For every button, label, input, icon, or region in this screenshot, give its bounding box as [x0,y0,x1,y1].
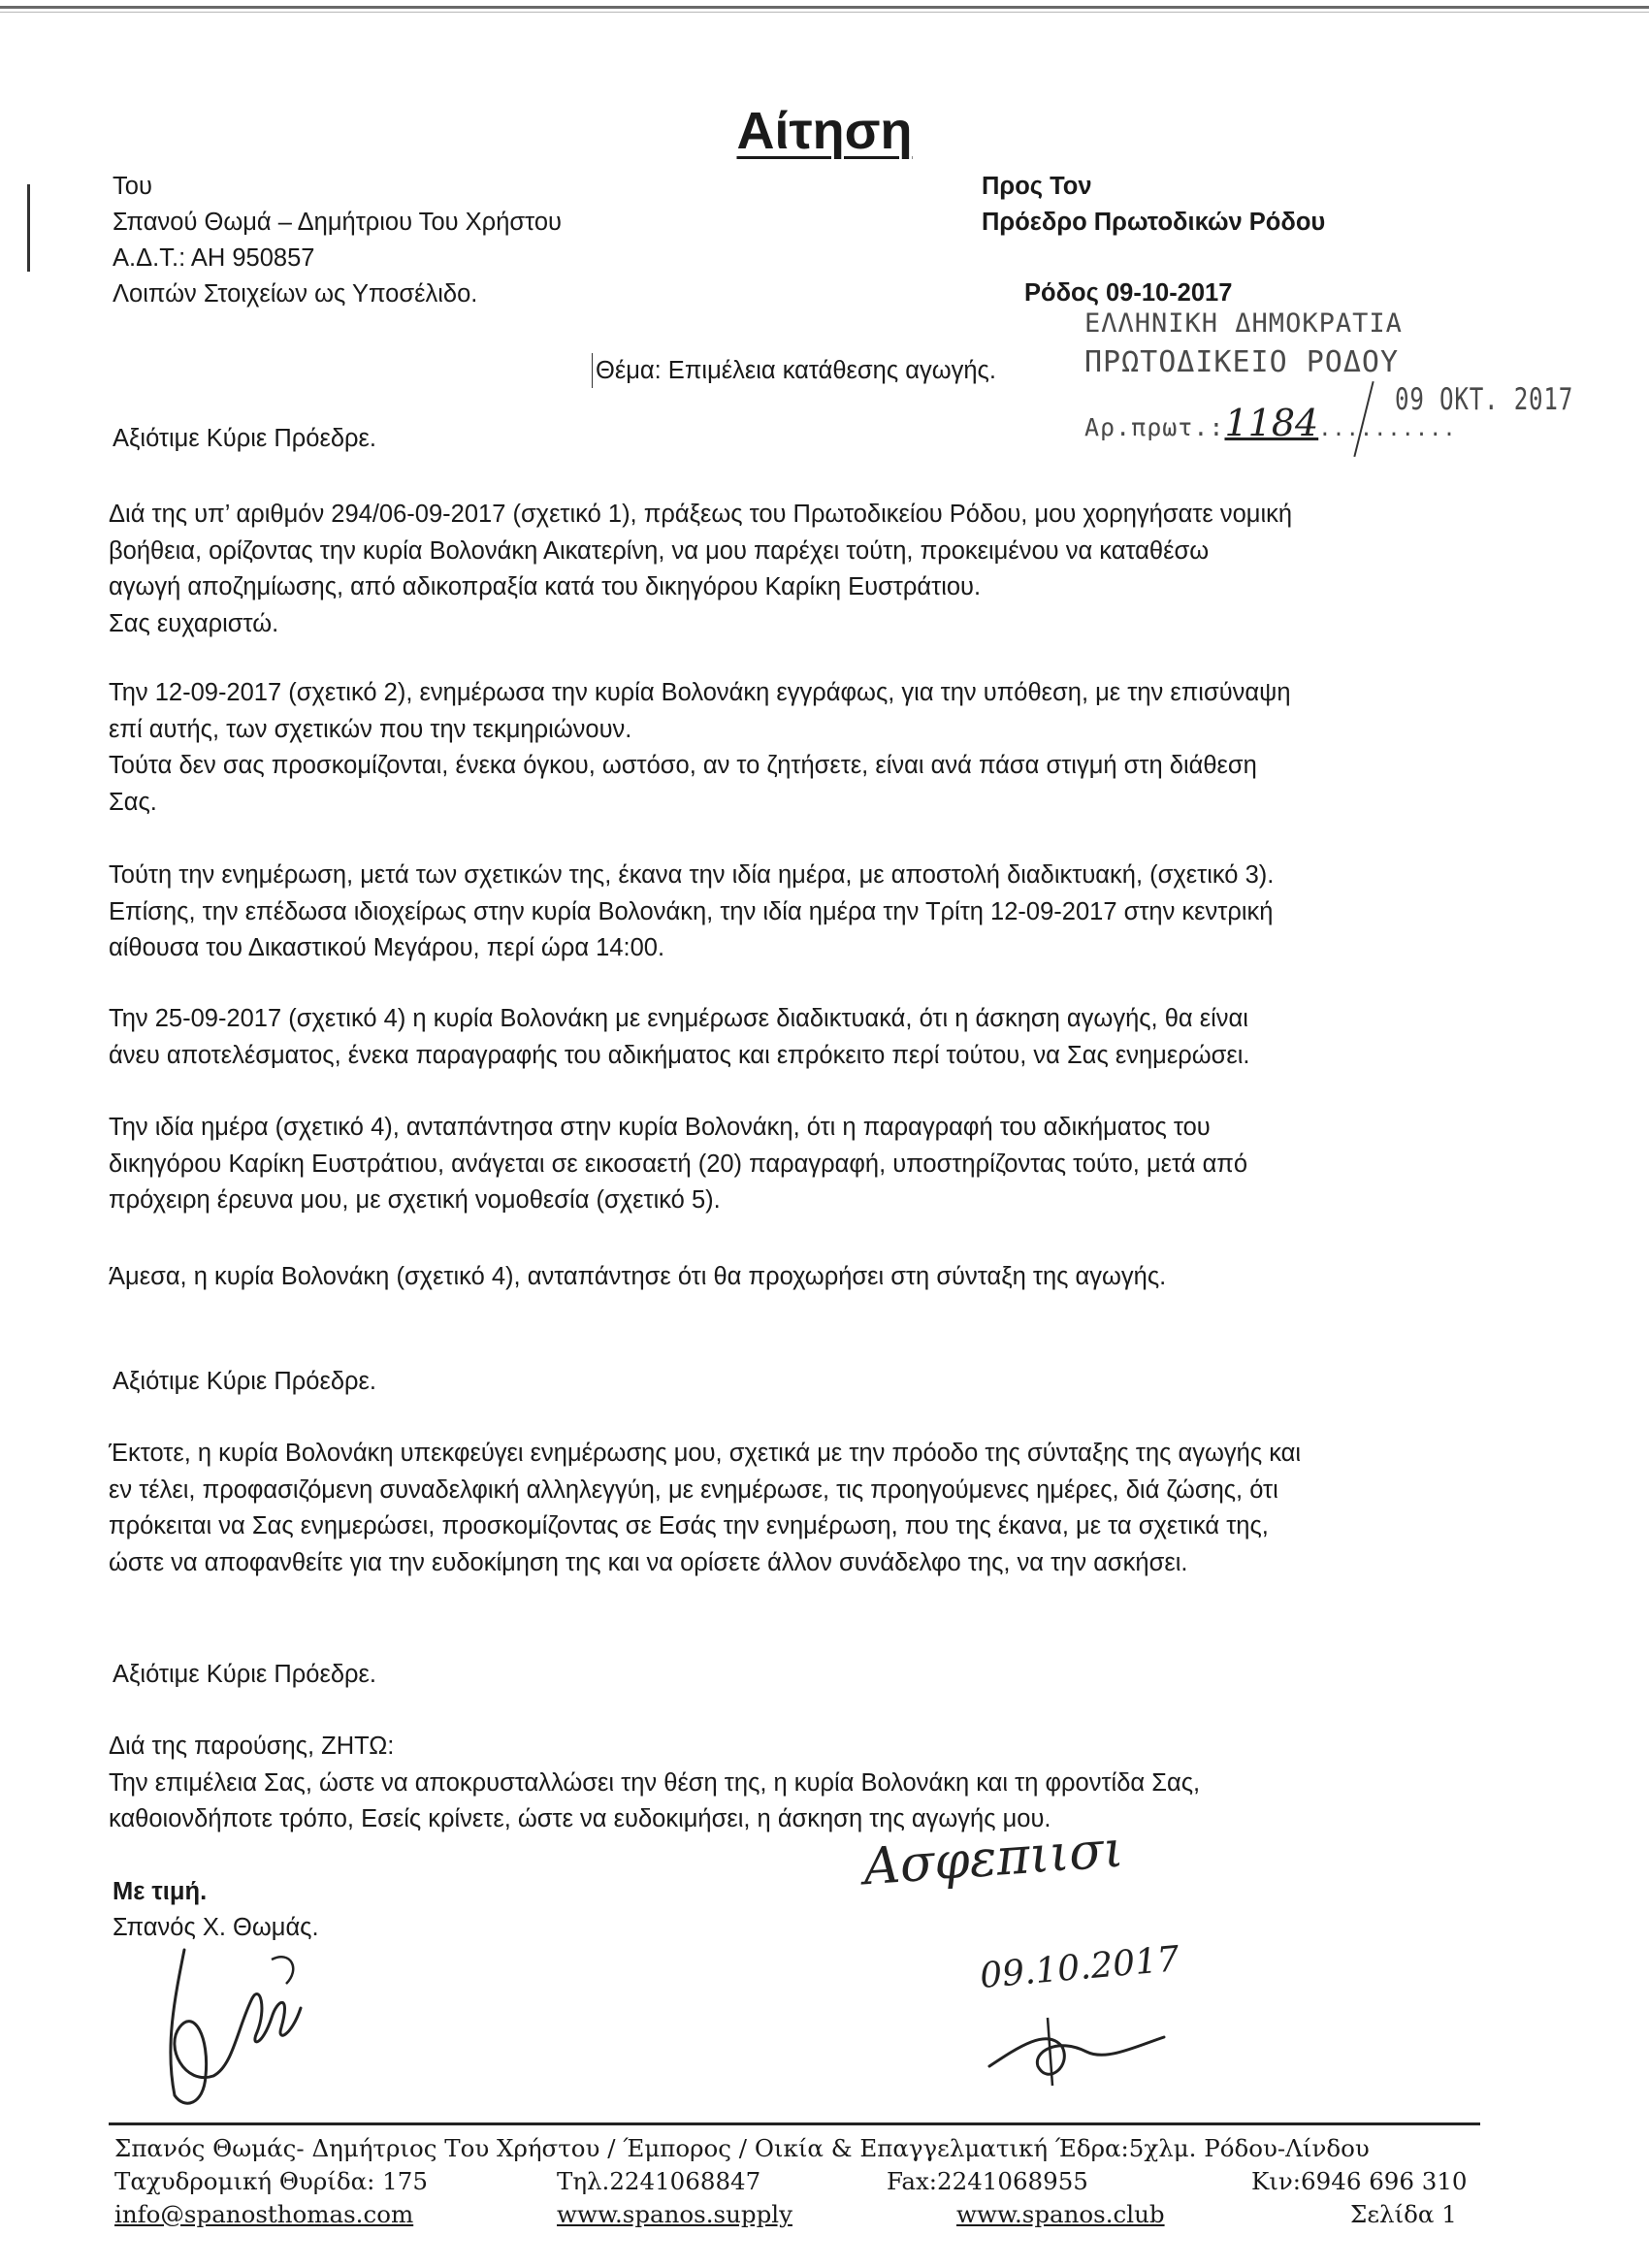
paragraph-line: Σας ευχαριστώ. [109,609,279,637]
paragraph-line: άνευ αποτελέσματος, ένεκα παραγραφής του αδικήματος και επρόκειτο περί τούτου, να Σας ενημερώσει. [109,1041,1250,1069]
recipient-block [982,169,1325,241]
paragraph-line: αίθουσα του Δικαστικού Μεγάρου, περί ώρα 14:00. [109,934,665,961]
paragraph-line: επί αυτής, των σχετικών που την τεκμηριώνουν. [109,715,632,743]
paragraph-line: Την 25-09-2017 (σχετικό 4) η κυρία Βολονάκη με ενημέρωσε διαδικτυακά, ότι η άσκηση αγωγής, θα είναι [109,1005,1248,1032]
paragraph-1 [109,497,1486,642]
court-stamp-line-1: ΕΛΛΗΝΙΚΗ ΔΗΜΟΚΡΑΤΙΑ [1084,308,1403,339]
paragraph-line: αγωγή αποζημίωσης, από αδικοπραξία κατά του δικηγόρου Καρίκη Ευστράτιου. [109,573,982,600]
paragraph-line: εν τέλει, προφασιζόμενη συναδελφική αλληλεγγύη, με ενημέρωσε, τις προηγούμενες ημέρες, διά ζώσης, ότι [109,1475,1278,1504]
stamp-protocol-number: 1184 [1224,402,1319,444]
document-date: Ρόδος 09-10-2017 [1024,279,1233,307]
stamp-date: 09 ΟΚΤ. 2017 [1395,382,1574,417]
paragraph-line: βοήθεια, ορίζοντας την κυρία Βολονάκη Αικατερίνη, να μου παρέχει τούτη, προκειμένου να καταθέσω [109,536,1210,565]
stamp-protocol-label: Αρ.πρωτ.: [1084,413,1225,441]
paragraph-6 [109,1259,1486,1296]
handwritten-date: 09.10.2017 [978,1939,1181,1996]
paragraph-line: Την 12-09-2017 (σχετικό 2), ενημέρωσα την κυρία Βολονάκη εγγράφως, για την υπόθεση, με την επισύναψη [109,679,1291,706]
stamp-dots: .......... [1318,417,1457,441]
paragraph-line: πρόχειρη έρευνα μου, με σχετική νομοθεσία (σχετικό 5). [109,1186,721,1214]
paragraph-8-request [109,1729,1486,1838]
footer-address: Σπανός Θωμάς- Δημήτριος Του Χρήστου / Έμπορος / Οικία & Επαγγελματική Έδρα:5χλμ. Ρόδου-Λίνδου [114,2134,1370,2162]
footer-site-supply-link[interactable]: www.spanos.supply [557,2200,792,2228]
paragraph-line: Διά της υπ’ αριθμόν 294/06-09-2017 (σχετικό 1), πράξεως του Πρωτοδικείου Ρόδου, μου χορηγήσατε νομική [109,501,1293,528]
paragraph-4 [109,1001,1486,1074]
footer-page-number: Σελίδα 1 [1350,2200,1457,2228]
closing-name: Σπανός Χ. Θωμάς. [113,1914,319,1941]
sender-id: Α.Δ.Τ.: ΑΗ 950857 [113,244,315,272]
paragraph-line: Άμεσα, η κυρία Βολονάκη (σχετικό 4), ανταπάντησε ότι θα προχωρήσει στη σύνταξη της αγωγής. [109,1263,1167,1290]
paragraph-3 [109,858,1486,967]
paragraph-line: Την επιμέλεια Σας, ώστε να αποκρυσταλλώσει την θέση της, η κυρία Βολονάκη και τη φροντίδα Σας, [109,1768,1201,1797]
closing-block [113,1874,319,1946]
paragraph-line: Σας. [109,788,157,816]
paragraph-line: Έκτοτε, η κυρία Βολονάκη υπεκφεύγει ενημέρωσης μου, σχετικά με την πρόοδο της σύνταξης της αγωγής και [109,1440,1302,1467]
paragraph-2 [109,675,1486,821]
salutation: Αξιότιμε Κύριε Πρόεδρε. [113,425,376,452]
footer-fax: Fax:2241068955 [887,2167,1088,2195]
sender-name: Σπανού Θωμά – Δημήτριου Του Χρήστου [113,209,562,236]
paragraph-line: Επίσης, την επέδωσα ιδιοχείρως στην κυρία Βολονάκη, την ιδία ημέρα την Τρίτη 12-09-2017 στην κεντρική [109,897,1274,925]
footer-site-club-link[interactable]: www.spanos.club [956,2200,1165,2228]
scan-top-border-faint [0,12,1649,13]
document-title: Αίτηση [736,102,913,160]
subject-bar [592,353,593,388]
paragraph-line: δικηγόρου Καρίκη Ευστράτιου, ανάγεται σε εικοσαετή (20) παραγραφή, υποστηρίζοντας τούτο, μετά από [109,1150,1248,1178]
salutation-3: Αξιότιμε Κύριε Πρόεδρε. [113,1661,376,1688]
paragraph-5 [109,1110,1486,1219]
footer-rule [109,2122,1480,2125]
recipient-line-1: Προς Τον [982,173,1092,200]
paragraph-7 [109,1436,1486,1581]
paragraph-line: Την ιδία ημέρα (σχετικό 4), ανταπάντησα στην κυρία Βολονάκη, ότι η παραγραφή του αδικήματος του [109,1114,1211,1141]
footer-email-link[interactable]: info@spanosthomas.com [114,2200,414,2228]
footer-postbox: Ταχυδρομική Θυρίδα: 175 [114,2167,428,2195]
sender-block [113,169,562,312]
handwritten-received-note: Ασφεπιισι [861,1820,1125,1897]
scan-top-border [0,6,1649,9]
closing-regards: Με τιμή. [113,1878,208,1905]
sender-line-1: Του [113,173,152,200]
paragraph-line: πρόκειται να Σας ενημερώσει, προσκομίζοντας σε Εσάς την ενημέρωση, που της έκανα, με τα σχετικά της, [109,1512,1269,1539]
paragraph-line: καθοιονδήποτε τρόπο, Εσείς κρίνετε, ώστε να ευδοκιμήσει, η άσκηση της αγωγής μου. [109,1805,1051,1832]
paragraph-line: Τούτα δεν σας προσκομίζονται, ένεκα όγκου, ωστόσο, αν το ζητήσετε, είναι ανά πάσα στιγμή στη διάθεση [109,752,1257,779]
margin-binding-mark [27,184,30,272]
court-stamp-line-2: ΠΡΩΤΟΔΙΚΕΙΟ ΡΟΔΟΥ [1084,345,1400,379]
sender-signature [146,1940,320,2115]
receiver-initials [980,2008,1174,2095]
footer-phone: Τηλ.2241068847 [557,2167,761,2195]
paragraph-line: Διά της παρούσης, ΖΗΤΩ: [109,1733,395,1760]
paragraph-line: ώστε να αποφανθείτε για την ευδοκίμηση της και να ορίσετε άλλον συνάδελφο της, να την ασκήσει. [109,1548,1188,1576]
subject-line: Θέμα: Επιμέλεια κατάθεσης αγωγής. [596,357,996,384]
paragraph-line: Τούτη την ενημέρωση, μετά των σχετικών της, έκανα την ιδία ημέρα, με αποστολή διαδικτυακή, (σχετικό 3). [109,861,1275,889]
footer-mobile: Κιν:6946 696 310 [1251,2167,1468,2195]
sender-details-note: Λοιπών Στοιχείων ως Υποσέλιδο. [113,280,478,308]
recipient-line-2: Πρόεδρο Πρωτοδικών Ρόδου [982,209,1326,236]
salutation-2: Αξιότιμε Κύριε Πρόεδρε. [113,1368,376,1395]
